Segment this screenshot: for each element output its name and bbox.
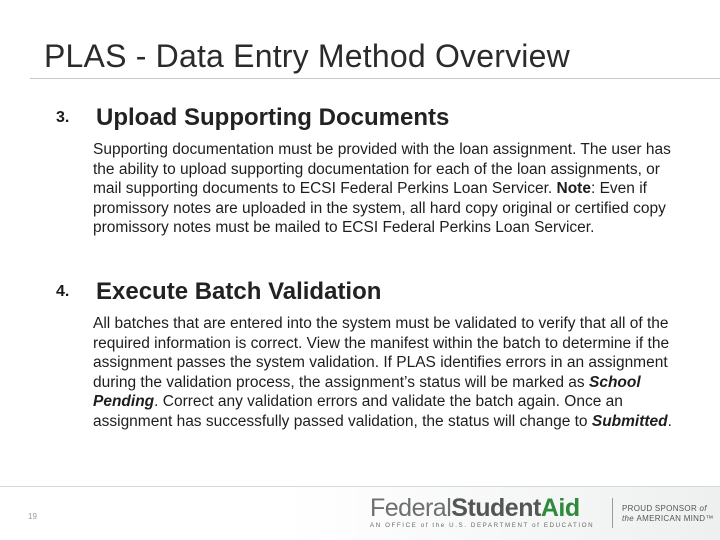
body-text: Supporting documentation must be provided with the loan assignment. The user has the ability to upload supporting documentation for each of the loan assignments, or mail supporting documents to ECSI Federal Perkins Loan Servicer.	[93, 141, 671, 198]
section-body	[93, 314, 691, 432]
body-text: : Even if promissory notes are uploaded in the system, all hard copy original or certified copy promissory notes must be mailed to ECSI Federal Perkins Loan Servicer.	[93, 180, 666, 237]
section-header	[56, 104, 449, 132]
sponsor-of: of	[699, 504, 707, 513]
footer-divider	[0, 486, 720, 487]
sponsor-the: the	[622, 514, 637, 523]
status-school-pending: School Pending	[93, 373, 641, 411]
status-submitted: Submitted	[591, 412, 668, 430]
sponsor-american-mind: AMERICAN MIND	[636, 514, 706, 523]
fsa-wordmark	[370, 494, 580, 523]
logo-aid: Aid	[540, 494, 580, 522]
section-number: 4.	[56, 283, 70, 300]
logo-divider	[612, 498, 613, 528]
sponsor-tagline	[622, 504, 714, 524]
section-header	[56, 278, 381, 306]
body-text: .	[667, 412, 672, 430]
section-heading: Upload Supporting Documents	[96, 104, 450, 131]
logo-federal: Federal	[370, 494, 452, 522]
note-label: Note	[556, 180, 591, 198]
title-divider	[30, 78, 720, 79]
section-body	[93, 140, 691, 238]
logo-student: Student	[451, 494, 541, 522]
section-heading: Execute Batch Validation	[96, 278, 382, 305]
trademark-symbol: ™	[705, 514, 714, 523]
federal-student-aid-logo	[370, 494, 720, 534]
page-number: 19	[28, 512, 37, 521]
body-text: All batches that are entered into the system must be validated to verify that all of the required information is correct. View the manifest within the batch to determine if the assignment passes the system validation. If PLAS identifies errors in an assignment during the validation process, the assignment’s status will be marked as	[93, 315, 670, 391]
page-title: PLAS - Data Entry Method Overview	[44, 38, 570, 74]
body-text: . Correct any validation errors and validate the batch again. Once an assignment has successfully passed validation, the status will change to	[93, 393, 623, 430]
section-number: 3.	[56, 109, 70, 126]
sponsor-text: PROUD SPONSOR	[622, 504, 700, 513]
logo-subtitle: AN OFFICE of the U.S. DEPARTMENT of EDUCATION	[370, 522, 595, 529]
